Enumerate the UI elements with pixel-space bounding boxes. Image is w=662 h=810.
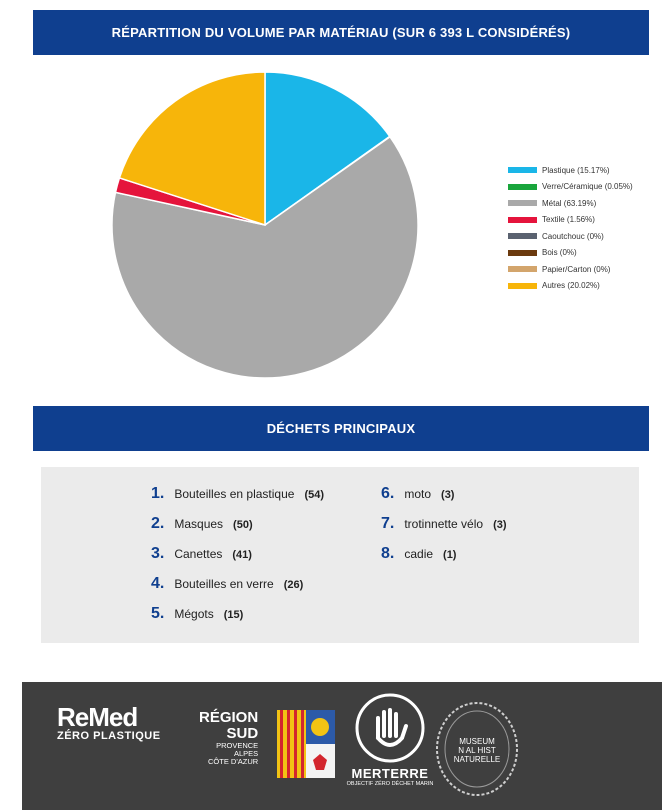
waste-panel: [41, 467, 639, 643]
legend-swatch: [508, 283, 537, 289]
waste-banner: [33, 406, 649, 451]
legend-item: [508, 212, 633, 229]
chart-title-banner: [33, 10, 649, 55]
merterre-logo: MERTERRE OBJECTIF ZÉRO DÉCHET MARIN: [346, 766, 434, 787]
hand-icon: [354, 692, 426, 764]
legend-item: [508, 245, 633, 262]
remed-logo: ReMed ZÉRO PLASTIQUE: [57, 702, 161, 742]
list-item: 3. Canettes (41): [151, 545, 252, 562]
list-item: 4. Bouteilles en verre (26): [151, 575, 304, 592]
list-item: 2. Masques (50): [151, 515, 253, 532]
legend-label: Papier/Carton (0%): [542, 264, 611, 274]
legend-swatch: [508, 200, 537, 206]
legend-item: [508, 179, 633, 196]
legend-label: Bois (0%): [542, 248, 577, 258]
list-item: 8. cadie (1): [381, 545, 457, 562]
legend-swatch: [508, 250, 537, 256]
waste-title: DÉCHETS PRINCIPAUX: [266, 421, 416, 436]
list-item: 6. moto (3): [381, 485, 455, 502]
list-item: 5. Mégots (15): [151, 605, 244, 622]
legend-swatch: [508, 233, 537, 239]
list-item: 1. Bouteilles en plastique (54): [151, 485, 324, 502]
chart-title: RÉPARTITION DU VOLUME PAR MATÉRIAU (SUR 6 393 L CONSIDÉRÉS): [111, 25, 571, 40]
museum-logo: MUSEUM N AL HIST NATURELLE: [432, 699, 522, 804]
legend-item: [508, 228, 633, 245]
legend-swatch: [508, 167, 537, 173]
legend-label: Plastique (15.17%): [542, 165, 610, 175]
pie-chart: [100, 60, 430, 390]
legend-label: Autres (20.02%): [542, 281, 600, 291]
region-sud-logo: RÉGION SUD PROVENCE ALPES CÔTE D'AZUR: [199, 709, 259, 766]
legend-swatch: [508, 266, 537, 272]
legend-label: Caoutchouc (0%): [542, 231, 604, 241]
legend-item: [508, 261, 633, 278]
chart-legend: [508, 162, 633, 294]
legend-item: [508, 278, 633, 295]
legend-label: Verre/Céramique (0.05%): [542, 182, 633, 192]
legend-swatch: [508, 217, 537, 223]
legend-item: [508, 162, 633, 179]
legend-item: [508, 195, 633, 212]
list-item: 7. trotinnette vélo (3): [381, 515, 507, 532]
legend-label: Textile (1.56%): [542, 215, 595, 225]
legend-label: Métal (63.19%): [542, 198, 597, 208]
region-flag-icon: [277, 710, 335, 778]
legend-swatch: [508, 184, 537, 190]
partner-footer: [22, 682, 662, 810]
